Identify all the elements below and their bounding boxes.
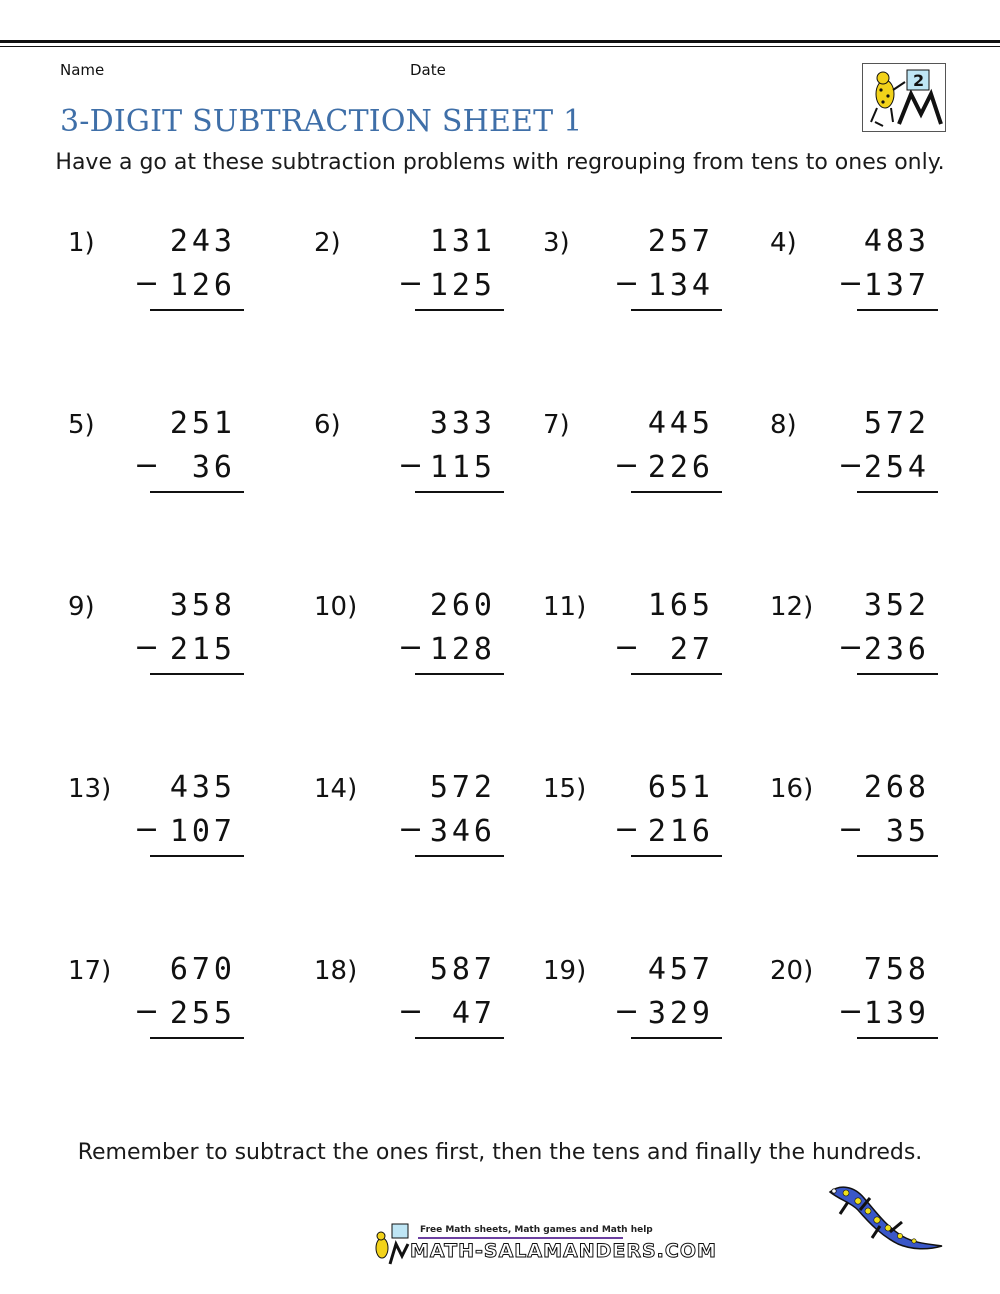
- subtrahend: 115: [429, 450, 496, 485]
- minuend: 457: [647, 952, 714, 987]
- minus-sign: −: [398, 812, 424, 847]
- minus-sign: −: [398, 994, 424, 1029]
- subtrahend: 329: [647, 996, 714, 1031]
- minus-sign: −: [134, 266, 160, 301]
- minus-sign: −: [134, 994, 160, 1029]
- minuend: 352: [863, 588, 930, 623]
- page-title: 3-DIGIT SUBTRACTION SHEET 1: [60, 104, 583, 139]
- minuend: 651: [647, 770, 714, 805]
- footer-site-name: MATH-SALAMANDERS.COM: [410, 1240, 717, 1262]
- minus-sign: −: [134, 448, 160, 483]
- minuend: 333: [429, 406, 496, 441]
- problem-number: 17): [68, 956, 112, 986]
- problem-number: 12): [770, 592, 814, 622]
- problem-number: 7): [543, 410, 570, 440]
- minuend: 670: [169, 952, 236, 987]
- problem-number: 3): [543, 228, 570, 258]
- subtrahend: 215: [169, 632, 236, 667]
- date-label: Date: [410, 61, 446, 79]
- problem-number: 4): [770, 228, 797, 258]
- answer-line: [415, 491, 504, 493]
- problem-number: 9): [68, 592, 95, 622]
- subtrahend: 346: [429, 814, 496, 849]
- minus-sign: −: [614, 812, 640, 847]
- minuend: 587: [429, 952, 496, 987]
- subtrahend: 128: [429, 632, 496, 667]
- problem-number: 20): [770, 956, 814, 986]
- minus-sign: −: [838, 812, 864, 847]
- answer-line: [631, 673, 722, 675]
- minus-sign: −: [398, 630, 424, 665]
- problem-number: 13): [68, 774, 112, 804]
- answer-line: [857, 673, 938, 675]
- answer-line: [415, 673, 504, 675]
- problem-number: 16): [770, 774, 814, 804]
- subtrahend: 255: [169, 996, 236, 1031]
- footer-logo: [370, 1222, 717, 1266]
- subtrahend: 107: [169, 814, 236, 849]
- problem-number: 11): [543, 592, 587, 622]
- problem-number: 19): [543, 956, 587, 986]
- minuend: 445: [647, 406, 714, 441]
- answer-line: [415, 855, 504, 857]
- minus-sign: −: [838, 448, 864, 483]
- answer-line: [631, 491, 722, 493]
- footer-note: Remember to subtract the ones first, then the tens and finally the hundreds.: [77, 1140, 923, 1165]
- footer-underline: [418, 1237, 623, 1239]
- minuend: 165: [647, 588, 714, 623]
- subtrahend: 216: [647, 814, 714, 849]
- salamander-teacher-icon: [863, 64, 945, 131]
- problem-number: 18): [314, 956, 358, 986]
- answer-line: [631, 1037, 722, 1039]
- minuend: 257: [647, 224, 714, 259]
- minus-sign: −: [838, 266, 864, 301]
- minus-sign: −: [134, 812, 160, 847]
- minuend: 483: [863, 224, 930, 259]
- subtrahend: 125: [429, 268, 496, 303]
- minuend: 251: [169, 406, 236, 441]
- problem-number: 10): [314, 592, 358, 622]
- minuend: 358: [169, 588, 236, 623]
- problem-number: 5): [68, 410, 95, 440]
- subtrahend: 27: [669, 632, 714, 667]
- minuend: 572: [863, 406, 930, 441]
- top-rule-thin: [0, 46, 1000, 47]
- answer-line: [631, 855, 722, 857]
- grade-logo: [862, 63, 946, 132]
- subtrahend: 126: [169, 268, 236, 303]
- subtrahend: 254: [863, 450, 930, 485]
- subtrahend: 36: [191, 450, 236, 485]
- answer-line: [415, 309, 504, 311]
- minuend: 243: [169, 224, 236, 259]
- subtrahend: 236: [863, 632, 930, 667]
- minuend: 572: [429, 770, 496, 805]
- footer-salamander-icon: [370, 1222, 410, 1266]
- instructions: Have a go at these subtraction problems with regrouping from tens to ones only.: [55, 150, 945, 175]
- minus-sign: −: [614, 448, 640, 483]
- problem-number: 1): [68, 228, 95, 258]
- answer-line: [150, 673, 244, 675]
- minuend: 268: [863, 770, 930, 805]
- problem-number: 6): [314, 410, 341, 440]
- minus-sign: −: [398, 266, 424, 301]
- name-label: Name: [60, 61, 105, 79]
- minuend: 260: [429, 588, 496, 623]
- answer-line: [150, 855, 244, 857]
- answer-line: [857, 1037, 938, 1039]
- top-rule: [0, 40, 1000, 43]
- minus-sign: −: [614, 630, 640, 665]
- minus-sign: −: [614, 994, 640, 1029]
- grade-number: 2: [913, 71, 925, 90]
- subtrahend: 35: [885, 814, 930, 849]
- problem-number: 14): [314, 774, 358, 804]
- answer-line: [857, 309, 938, 311]
- problem-number: 15): [543, 774, 587, 804]
- problem-number: 2): [314, 228, 341, 258]
- minus-sign: −: [134, 630, 160, 665]
- answer-line: [631, 309, 722, 311]
- answer-line: [150, 1037, 244, 1039]
- answer-line: [857, 491, 938, 493]
- salamander-icon: [820, 1180, 945, 1255]
- subtrahend: 137: [863, 268, 930, 303]
- minus-sign: −: [838, 994, 864, 1029]
- answer-line: [415, 1037, 504, 1039]
- subtrahend: 139: [863, 996, 930, 1031]
- problem-number: 8): [770, 410, 797, 440]
- answer-line: [150, 309, 244, 311]
- answer-line: [150, 491, 244, 493]
- subtrahend: 134: [647, 268, 714, 303]
- minus-sign: −: [838, 630, 864, 665]
- subtrahend: 47: [451, 996, 496, 1031]
- minuend: 758: [863, 952, 930, 987]
- subtrahend: 226: [647, 450, 714, 485]
- minuend: 435: [169, 770, 236, 805]
- minuend: 131: [429, 224, 496, 259]
- footer-tagline: Free Math sheets, Math games and Math help: [420, 1225, 653, 1235]
- minus-sign: −: [398, 448, 424, 483]
- minus-sign: −: [614, 266, 640, 301]
- answer-line: [857, 855, 938, 857]
